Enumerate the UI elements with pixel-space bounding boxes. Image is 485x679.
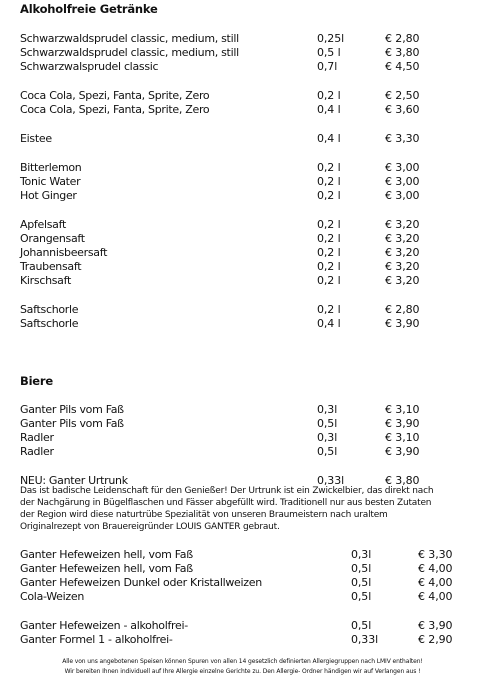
item-name: Orangensaft	[20, 232, 85, 245]
item-volume: 0,5l	[351, 590, 372, 603]
item-name: NEU: Ganter Urtrunk	[20, 474, 128, 487]
item-price: € 4,00	[418, 562, 453, 575]
item-price: € 3,20	[385, 218, 420, 231]
section-title: Biere	[20, 374, 53, 388]
item-volume: 0,33l	[351, 633, 379, 646]
menu-item-row	[0, 88, 485, 103]
item-volume: 0,2 l	[317, 246, 341, 259]
item-name: Ganter Hefeweizen hell, vom Faß	[20, 548, 193, 561]
item-volume: 0,2 l	[317, 89, 341, 102]
item-name: Saftschorle	[20, 317, 79, 330]
item-name: Johannisbeersaft	[20, 246, 108, 259]
item-name: Schwarzwaldsprudel classic, medium, still	[20, 46, 239, 59]
item-volume: 0,7l	[317, 60, 338, 73]
item-name: Radler	[20, 445, 54, 458]
item-price: € 3,90	[418, 619, 453, 632]
item-volume: 0,4 l	[317, 103, 341, 116]
item-price: € 4,00	[418, 590, 453, 603]
menu-item-row	[0, 102, 485, 117]
menu-item-row	[0, 547, 485, 562]
item-price: € 2,80	[385, 303, 420, 316]
item-name: Ganter Pils vom Faß	[20, 417, 124, 430]
allergy-footer-note: Wir bereiten Ihnen individuell auf Ihre Allergie einzelne Gerichte zu. Den Allergie- Ordner händigen wir auf Verlangen aus !	[64, 668, 421, 675]
item-name: Radler	[20, 431, 54, 444]
item-price: € 4,50	[385, 60, 420, 73]
item-volume: 0,2 l	[317, 274, 341, 287]
item-volume: 0,2 l	[317, 218, 341, 231]
item-name: Cola-Weizen	[20, 590, 84, 603]
item-volume: 0,2 l	[317, 175, 341, 188]
item-name: Ganter Hefeweizen - alkoholfrei-	[20, 619, 188, 632]
menu-item-row	[0, 31, 485, 46]
item-name: Traubensaft	[20, 260, 82, 273]
item-price: € 3,60	[385, 103, 420, 116]
item-volume: 0,3l	[317, 403, 338, 416]
urtrunk-description-line: Das ist badische Leidenschaft für den Genießer! Der Urtrunk ist ein Zwickelbier, das direkt nach	[20, 486, 434, 496]
item-price: € 3,30	[385, 132, 420, 145]
item-name: Coca Cola, Spezi, Fanta, Sprite, Zero	[20, 103, 210, 116]
item-price: € 3,20	[385, 260, 420, 273]
item-volume: 0,5l	[351, 576, 372, 589]
menu-item-row	[0, 245, 485, 260]
item-name: Schwarzwaldsprudel classic, medium, still	[20, 32, 239, 45]
item-price: € 3,00	[385, 189, 420, 202]
item-price: € 3,90	[385, 445, 420, 458]
item-price: € 3,10	[385, 431, 420, 444]
item-price: € 3,10	[385, 403, 420, 416]
item-name: Saftschorle	[20, 303, 79, 316]
menu-item-row	[0, 217, 485, 232]
item-price: € 2,90	[418, 633, 453, 646]
menu-item-row	[0, 131, 485, 146]
item-name: Ganter Hefeweizen Dunkel oder Kristallweizen	[20, 576, 262, 589]
item-name: Tonic Water	[20, 175, 81, 188]
menu-item-row	[0, 259, 485, 274]
item-volume: 0,5l	[317, 417, 338, 430]
item-volume: 0,2 l	[317, 189, 341, 202]
item-name: Ganter Pils vom Faß	[20, 403, 124, 416]
item-price: € 3,20	[385, 232, 420, 245]
item-price: € 3,00	[385, 161, 420, 174]
item-volume: 0,5l	[351, 562, 372, 575]
menu-item-row	[0, 575, 485, 590]
item-volume: 0,5l	[317, 445, 338, 458]
item-name: Eistee	[20, 132, 52, 145]
menu-item-row	[0, 618, 485, 633]
menu-item-row	[0, 589, 485, 604]
item-volume: 0,4 l	[317, 132, 341, 145]
item-price: € 3,90	[385, 317, 420, 330]
item-price: € 3,80	[385, 474, 420, 487]
item-volume: 0,3l	[317, 431, 338, 444]
menu-item-row	[0, 416, 485, 431]
urtrunk-description-line: der Region wird diese naturtrübe Spezialität von unseren Braumeistern nach uraltem	[20, 510, 388, 520]
menu-item-row	[0, 231, 485, 246]
item-name: Hot Ginger	[20, 189, 77, 202]
item-volume: 0,2 l	[317, 232, 341, 245]
item-name: Ganter Formel 1 - alkoholfrei-	[20, 633, 173, 646]
item-price: € 3,90	[385, 417, 420, 430]
urtrunk-description-line: Originalrezept von Brauereigründer LOUIS GANTER gebraut.	[20, 522, 280, 532]
menu-item-row	[0, 302, 485, 317]
menu-item-row	[0, 561, 485, 576]
item-price: € 3,00	[385, 175, 420, 188]
item-price: € 3,80	[385, 46, 420, 59]
item-name: Bitterlemon	[20, 161, 82, 174]
menu-item-row	[0, 273, 485, 288]
item-volume: 0,5l	[351, 619, 372, 632]
item-volume: 0,5 l	[317, 46, 341, 59]
item-price: € 4,00	[418, 576, 453, 589]
item-price: € 3,20	[385, 246, 420, 259]
menu-item-row	[0, 174, 485, 189]
item-volume: 0,33l	[317, 474, 345, 487]
item-price: € 2,50	[385, 89, 420, 102]
menu-item-row	[0, 59, 485, 74]
menu-item-row	[0, 160, 485, 175]
item-volume: 0,2 l	[317, 260, 341, 273]
item-name: Apfelsaft	[20, 218, 66, 231]
item-volume: 0,3l	[351, 548, 372, 561]
allergy-footer-note: Alle von uns angebotenen Speisen können Spuren von allen 14 gesetzlich definierten Allergiegruppen nach LMIV enthalten!	[62, 658, 423, 665]
item-name: Kirschsaft	[20, 274, 72, 287]
menu-item-row	[0, 45, 485, 60]
item-price: € 3,20	[385, 274, 420, 287]
urtrunk-description-line: der Nachgärung in Bügelflaschen und Fässer abgefüllt wird. Traditionell nur aus besten Zutaten	[20, 498, 432, 508]
item-name: Schwarzwalsprudel classic	[20, 60, 159, 73]
item-price: € 2,80	[385, 32, 420, 45]
menu-item-row	[0, 430, 485, 445]
menu-item-row	[0, 444, 485, 459]
item-volume: 0,2 l	[317, 303, 341, 316]
item-volume: 0,2 l	[317, 161, 341, 174]
menu-item-row	[0, 402, 485, 417]
item-price: € 3,30	[418, 548, 453, 561]
item-name: Coca Cola, Spezi, Fanta, Sprite, Zero	[20, 89, 210, 102]
menu-item-row	[0, 632, 485, 647]
item-volume: 0,4 l	[317, 317, 341, 330]
item-name: Ganter Hefeweizen hell, vom Faß	[20, 562, 193, 575]
menu-item-row	[0, 316, 485, 331]
section-title: Alkoholfreie Getränke	[20, 2, 158, 16]
item-volume: 0,25l	[317, 32, 345, 45]
menu-item-row	[0, 188, 485, 203]
